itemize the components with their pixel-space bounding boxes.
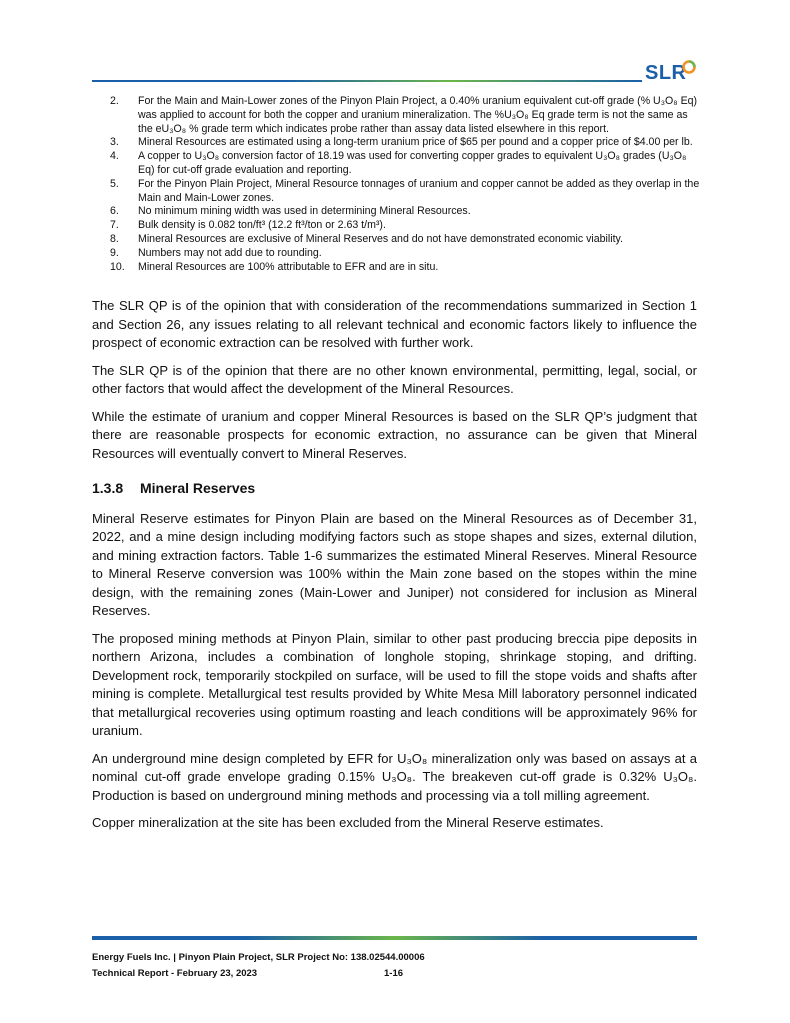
note-item: [110, 261, 700, 275]
body-paragraph: The proposed mining methods at Pinyon Plain, similar to other past producing breccia pipe deposits in northern Arizona, includes a combination of longhole stoping, shrinkage stoping, and drifting. Development rock, temporarily stockpiled on surface, will be used to fill the stope voids and shafts after mining is complete. Metallurgical test results provided by White Mesa Mill laboratory personnel indicated that metallurgical recoveries using optimum roasting and leach conditions will be approximately 96% for uranium.: [92, 630, 697, 738]
note-item: [110, 136, 700, 150]
section-number: 1.3.8: [92, 480, 124, 496]
page-number: 1-16: [384, 968, 404, 979]
note-number: 7.: [110, 219, 119, 232]
note-number: 9.: [110, 246, 119, 259]
resource-notes-list: [110, 95, 700, 274]
footer-rule: [92, 936, 697, 940]
body-paragraph: While the estimate of uranium and copper Mineral Resources is based on the SLR QP’s judgment that there are reasonable prospects for economic extraction, no assurance can be given that Mineral Resources will eventually convert to Mineral Reserves.: [92, 408, 697, 461]
footer: [92, 950, 697, 982]
body-paragraph: Copper mineralization at the site has been excluded from the Mineral Reserve estimates.: [92, 815, 604, 830]
slr-logo-mark-icon: [682, 60, 696, 74]
paragraphs-after: [92, 510, 697, 833]
note-text: Bulk density is 0.082 ton/ft³ (12.2 ft³/ton or 2.63 t/m³).: [138, 219, 386, 232]
note-text: No minimum mining width was used in determining Mineral Resources.: [138, 205, 471, 218]
note-item: [110, 233, 700, 247]
section-heading: [92, 479, 697, 498]
note-number: 6.: [110, 205, 119, 218]
note-number: 3.: [110, 136, 119, 149]
document-body: [92, 297, 697, 842]
note-text: For the Main and Main-Lower zones of the Pinyon Plain Project, a 0.40% uranium equivalent cut-off grade (% U₃O₈ Eq) was applied to account for both the copper and uranium mineralization. The %U₃O₈ Eq grade term is not the same as the eU₃O₈ % grade term which indicates probe rather than assay data listed elsewhere in this report.: [138, 95, 698, 135]
note-text: A copper to U₃O₈ conversion factor of 18.19 was used for converting copper grades to equivalent U₃O₈ grades (U₃O₈ Eq) for cut-off grade evaluation and reporting.: [138, 150, 687, 176]
note-number: 4.: [110, 150, 119, 163]
note-text: Mineral Resources are exclusive of Mineral Reserves and do not have demonstrated economic viability.: [138, 232, 623, 245]
footer-report-date: Technical Report - February 23, 2023: [92, 968, 258, 979]
note-text: Numbers may not add due to rounding.: [138, 246, 322, 259]
note-number: 10.: [110, 260, 125, 273]
note-number: 2.: [110, 95, 119, 107]
note-item: [110, 150, 700, 178]
footer-line-1: Energy Fuels Inc. | Pinyon Plain Project, SLR Project No: 138.02544.00006: [92, 952, 425, 963]
slr-logo: SLR: [645, 62, 687, 84]
paragraphs-before: [92, 297, 697, 463]
section-title: Mineral Reserves: [140, 480, 256, 496]
note-item: [110, 95, 700, 136]
note-text: Mineral Resources are 100% attributable to EFR and are in situ.: [138, 260, 439, 273]
note-item: [110, 219, 700, 233]
note-item: [110, 205, 700, 219]
note-number: 8.: [110, 232, 119, 245]
note-text: For the Pinyon Plain Project, Mineral Resource tonnages of uranium and copper cannot be added as they overlap in the Main and Main-Lower zones.: [138, 177, 700, 204]
body-paragraph: The SLR QP is of the opinion that there are no other known environmental, permitting, legal, social, or other factors that would affect the development of the Mineral Resources.: [92, 362, 697, 396]
header-rule: [92, 80, 642, 82]
note-item: [110, 178, 700, 206]
note-text: Mineral Resources are estimated using a long-term uranium price of $65 per pound and a copper price of $4.00 per lb.: [138, 136, 693, 149]
body-paragraph: Mineral Reserve estimates for Pinyon Plain are based on the Mineral Resources as of December 31, 2022, and a mine design including modifying factors such as stope shapes and sizes, external dilution, and mining extraction factors. Table 1-6 summarizes the estimated Mineral Reserves. Mineral Resource to Mineral Reserve conversion was 100% within the Main zone based on the stopes within the mine design, with the remaining zones (Main-Lower and Juniper) not considered for inclusion as Mineral Reserves.: [92, 510, 697, 618]
note-item: [110, 247, 700, 261]
body-paragraph: An underground mine design completed by EFR for U₃O₈ mineralization only was based on assays at a nominal cut-off grade envelope grading 0.15% U₃O₈. The breakeven cut-off grade is 0.32% U₃O₈. Production is based on underground mining methods and processing via a toll milling agreement.: [92, 750, 697, 803]
body-paragraph: The SLR QP is of the opinion that with consideration of the recommendations summarized in Section 1 and Section 26, any issues relating to all relevant technical and economic factors likely to influence the prospect of economic extraction can be resolved with further work.: [92, 298, 697, 350]
note-number: 5.: [110, 177, 119, 190]
